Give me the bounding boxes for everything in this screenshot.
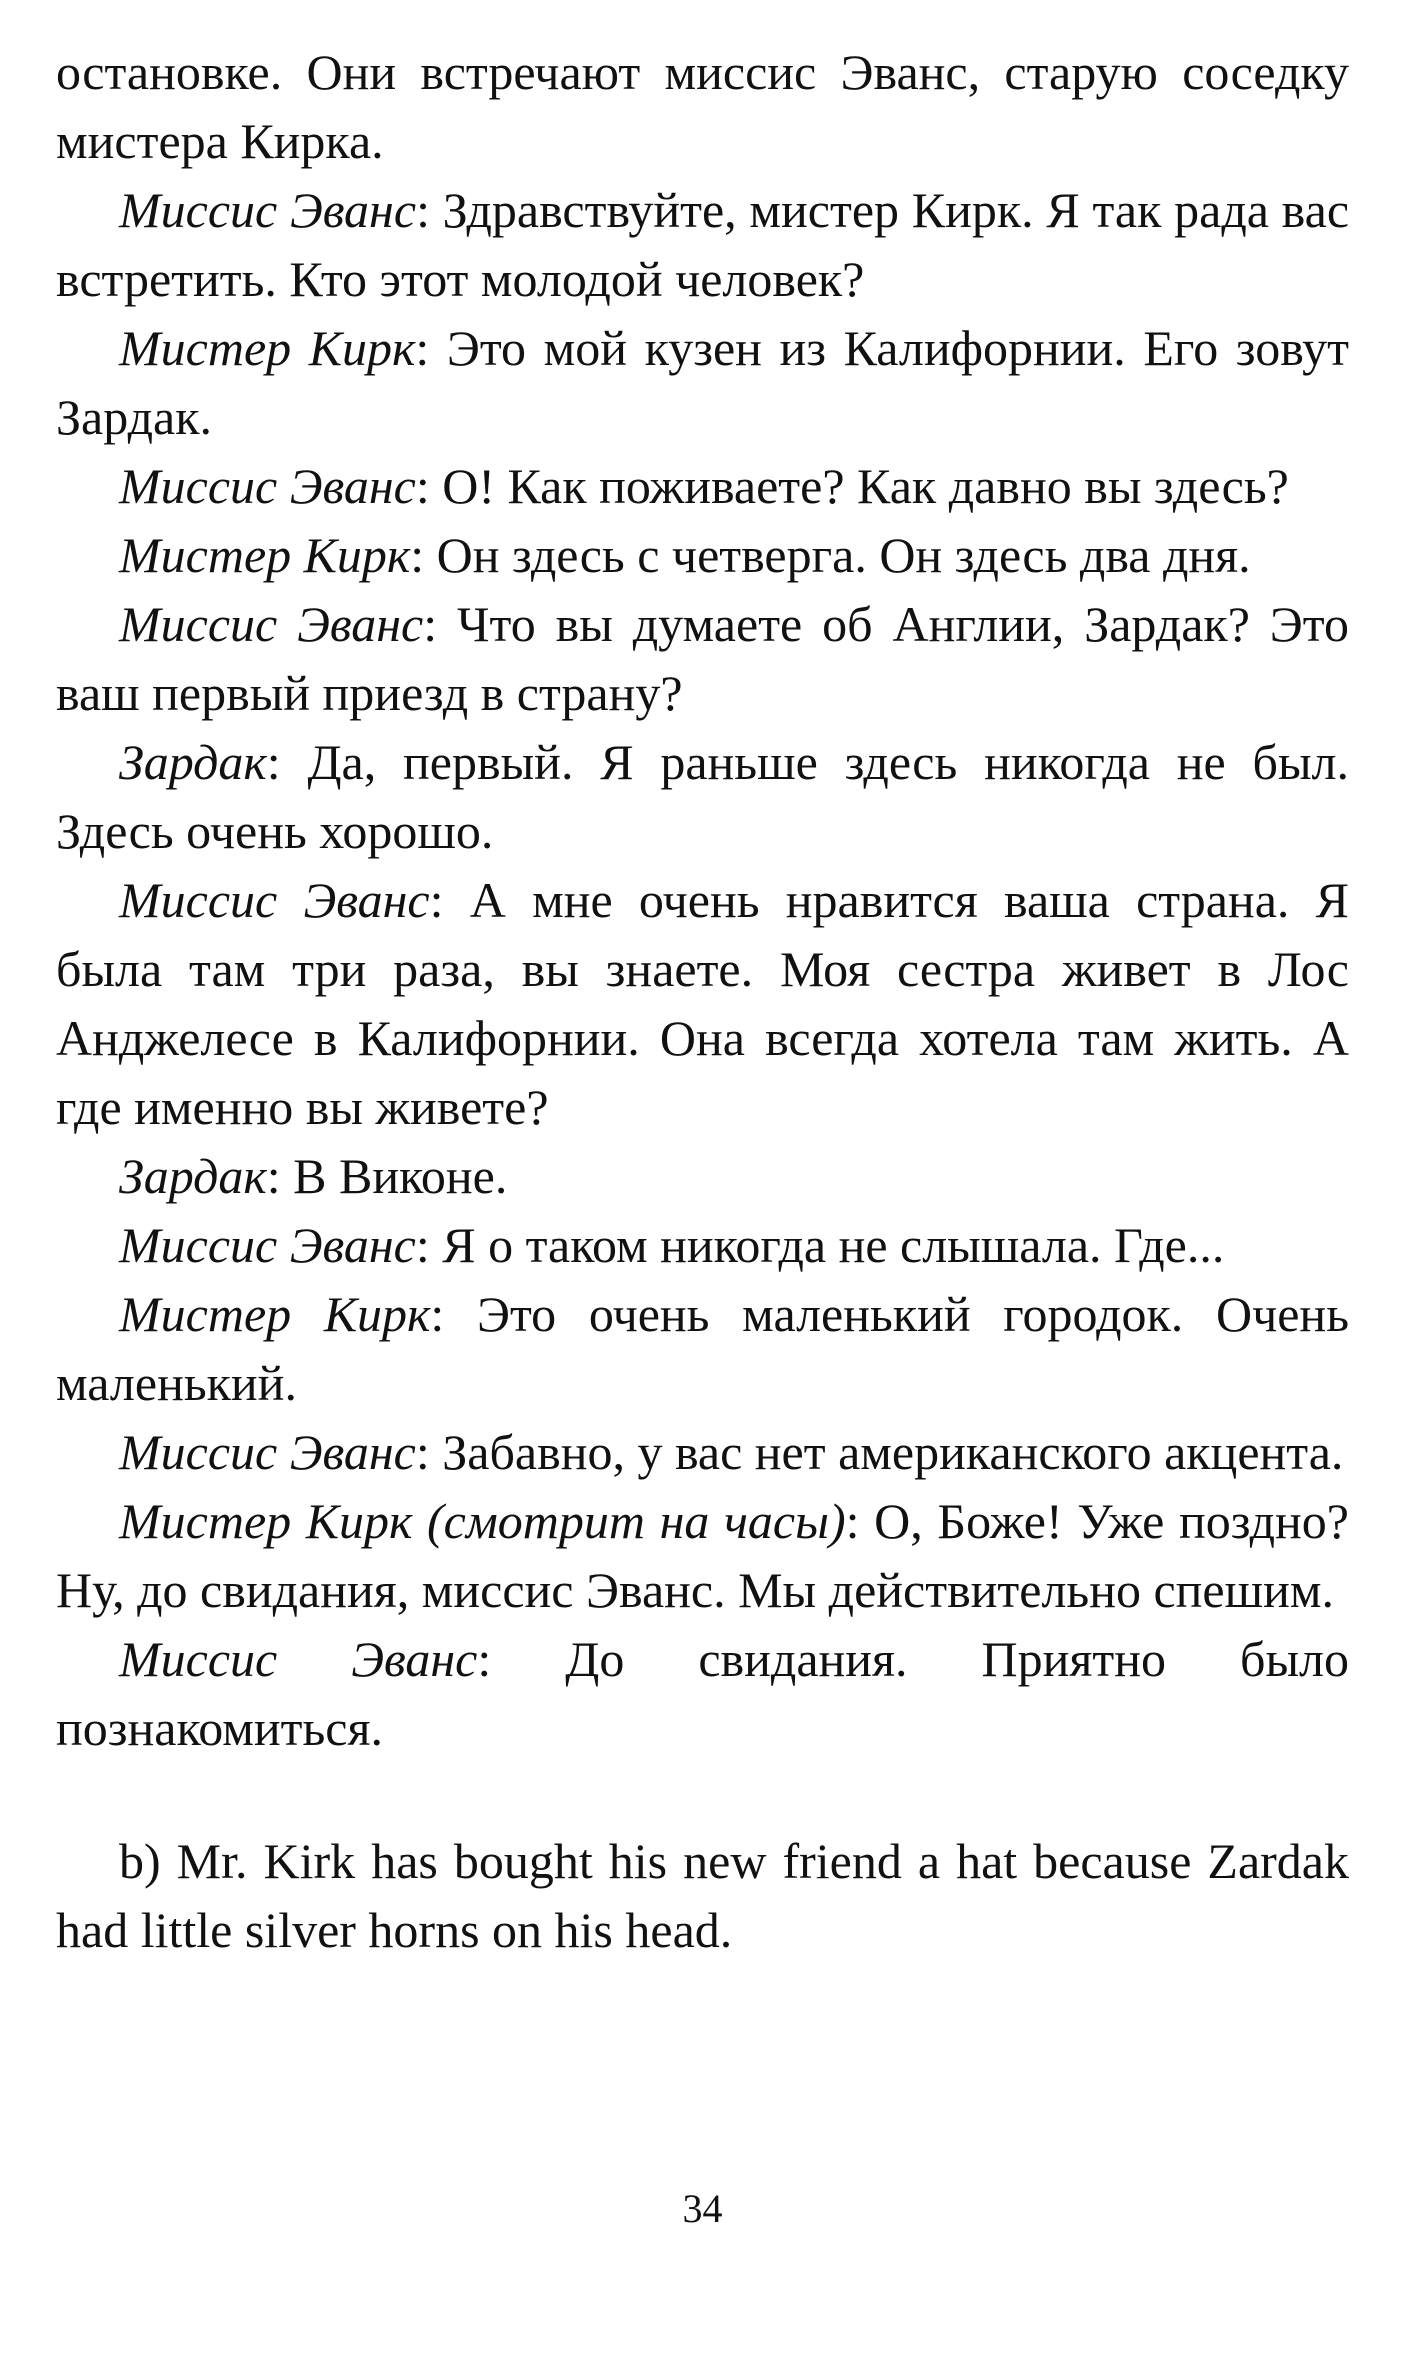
dialogue-text: : Здравствуйте, мистер Кирк. Я так рада вас встретить. Кто этот молодой человек? <box>56 182 1350 307</box>
dialogue-line <box>56 1280 1349 1418</box>
dialogue-text: : Это мой кузен из Калифорнии. Его зовут Зардак. <box>56 320 1349 445</box>
dialogue-line <box>56 452 1349 521</box>
intro-paragraph: остановке. Они встречают миссис Эванс, старую соседку мистера Кирка. <box>56 44 1349 169</box>
dialogue-text: : Я о таком никогда не слышала. Где... <box>415 1217 1225 1273</box>
dialogue-line <box>56 728 1349 866</box>
dialogue-text: : Да, первый. Я раньше здесь никогда не был. Здесь очень хорошо. <box>56 734 1349 859</box>
speaker-name: Миссис Эванс <box>119 872 430 928</box>
dialogue-text: : А мне очень нравится ваша страна. Я была там три раза, вы знаете. Моя сестра живет в Лос Анджелесе в Калифорнии. Она всегда хотела там жить. А где именно вы живете? <box>56 872 1349 1135</box>
speaker-name: Миссис Эванс <box>119 182 417 238</box>
speaker-name: Миссис Эванс <box>119 458 416 514</box>
dialogue <box>56 176 1349 1763</box>
dialogue-text: : Это очень маленький городок. Очень маленький. <box>56 1286 1349 1411</box>
page-number: 34 <box>682 2186 723 2231</box>
dialogue-text: : Забавно, у вас нет американского акцента. <box>415 1424 1344 1480</box>
speaker-name: Миссис Эванс <box>119 1217 416 1273</box>
speaker-name: Миссис Эванс <box>119 596 424 652</box>
speaker-name: Мистер Кирк (смотрит на часы) <box>119 1493 846 1549</box>
dialogue-text: : Он здесь с четверга. Он здесь два дня. <box>410 527 1251 583</box>
dialogue-text: : О, Боже! Уже поздно? Ну, до свидания, миссис Эванс. Мы действительно спешим. <box>56 1493 1349 1618</box>
dialogue-line <box>56 176 1349 314</box>
speaker-name: Зардак <box>119 734 267 790</box>
speaker-name: Мистер Кирк <box>119 320 416 376</box>
dialogue-line <box>56 590 1349 728</box>
book-page <box>56 38 1349 1965</box>
dialogue-text: : О! Как поживаете? Как давно вы здесь? <box>415 458 1289 514</box>
english-paragraph: b) Mr. Kirk has bought his new friend a hat because Zardak had little silver horns on his head. <box>56 1833 1349 1958</box>
dialogue-text: : До свидания. Приятно было познакомиться. <box>56 1631 1349 1756</box>
speaker-name: Миссис Эванс <box>119 1424 416 1480</box>
dialogue-text: : Что вы думаете об Англии, Зардак? Это ваш первый приезд в страну? <box>56 596 1349 721</box>
speaker-name: Мистер Кирк <box>119 527 411 583</box>
speaker-name: Зардак <box>119 1148 267 1204</box>
dialogue-line <box>56 314 1349 452</box>
dialogue-line <box>56 521 1349 590</box>
dialogue-line <box>56 1211 1349 1280</box>
dialogue-line <box>56 866 1349 1142</box>
dialogue-line <box>56 1142 1349 1211</box>
dialogue-line <box>56 1625 1349 1763</box>
speaker-name: Мистер Кирк <box>119 1286 431 1342</box>
dialogue-line <box>56 1487 1349 1625</box>
dialogue-text: : В Виконе. <box>266 1148 508 1204</box>
dialogue-line <box>56 1418 1349 1487</box>
speaker-name: Миссис Эванс <box>119 1631 478 1687</box>
